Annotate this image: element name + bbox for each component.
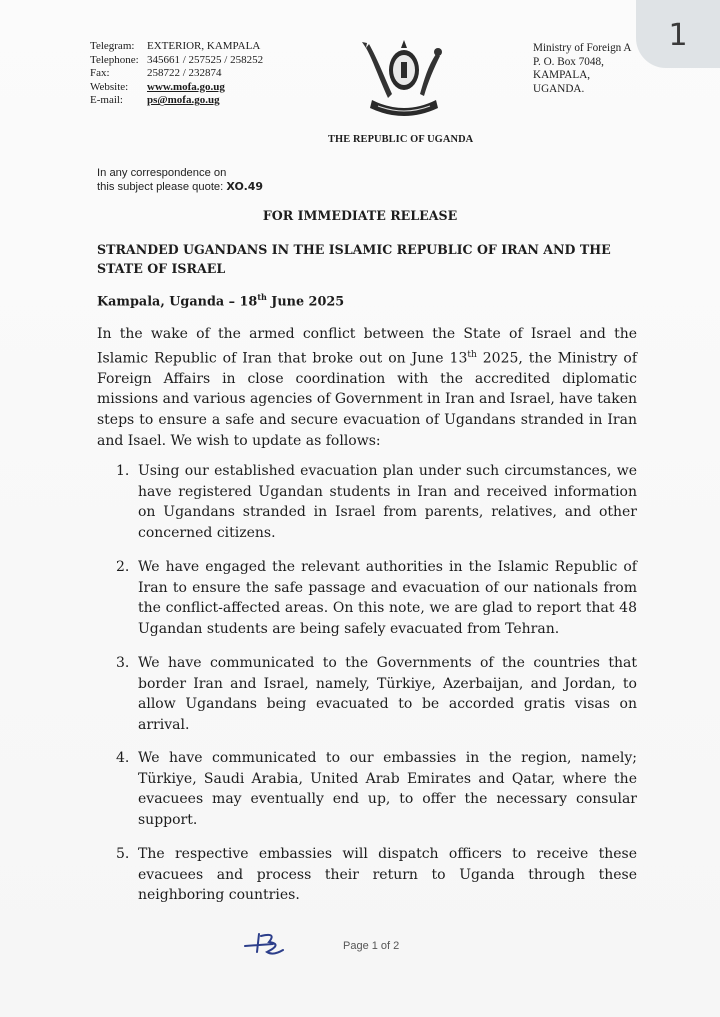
contact-label: E-mail: — [90, 94, 123, 107]
contact-value: 258722 / 232874 — [147, 67, 222, 80]
contact-label: Website: — [90, 80, 129, 93]
contact-label: Fax: — [90, 67, 110, 80]
intro-text: 2025, the Ministry of Foreign Affairs in close coordination with the accredited diplomatic missions and various agencies of Government in Iran and Israel, have taken steps to ensure a safe and secure evacuation of Ugandans stranded in Iran and Isael. We wish to update as follows: — [97, 350, 637, 449]
republic-title: THE REPUBLIC OF UGANDA — [328, 134, 474, 145]
coat-of-arms-icon — [358, 36, 450, 124]
intro-text: In the wake of the armed conflict between the State of Israel and the Islamic Republic of Iran that broke out on June 13 — [97, 326, 637, 367]
intro-sup: th — [467, 349, 477, 360]
item-number: 5. — [116, 846, 130, 862]
reference-note — [97, 166, 263, 194]
contact-row — [90, 54, 263, 68]
contact-row — [90, 94, 263, 108]
reference-line: In any correspondence on — [97, 167, 227, 179]
list-item — [116, 461, 637, 543]
contact-block — [90, 40, 263, 108]
contact-row — [90, 81, 263, 95]
item-text: The respective embassies will dispatch officers to receive these evacuees and process their return to Uganda through these neighboring countries. — [138, 846, 637, 904]
item-number: 3. — [116, 655, 130, 671]
contact-label: Telegram: — [90, 40, 135, 52]
contact-value: EXTERIOR, KAMPALA — [147, 40, 261, 52]
address-line: KAMPALA, — [533, 69, 591, 81]
website-link[interactable]: www.mofa.go.ug — [147, 80, 225, 93]
page-number-badge[interactable]: 1 — [636, 0, 720, 68]
contact-label: Telephone: — [90, 53, 139, 66]
dateline-rest: June 2025 — [266, 294, 345, 310]
contact-row — [90, 40, 263, 54]
reference-text: this subject please quote: — [97, 181, 224, 193]
release-label: FOR IMMEDIATE RELEASE — [262, 208, 458, 223]
reference-line — [97, 180, 263, 194]
list-item — [116, 844, 637, 906]
list-item — [116, 653, 637, 735]
dateline-place: Kampala, Uganda – 18 — [97, 294, 258, 310]
item-number: 1. — [116, 463, 130, 479]
intro-paragraph — [97, 324, 637, 451]
reference-code: XO.49 — [226, 180, 264, 193]
initials-signature-icon — [243, 930, 291, 958]
contact-value: 345661 / 257525 / 258252 — [147, 53, 264, 66]
item-text: Using our established evacuation plan under such circumstances, we have registered Ugandan students in Iran and received information on Ugandans stranded in Israel from parents, relatives, and other concerned citizens. — [138, 463, 637, 541]
headline: STRANDED UGANDANS IN THE ISLAMIC REPUBLIC OF IRAN AND THE STATE OF ISRAEL — [97, 242, 611, 276]
ministry-address — [533, 42, 632, 96]
address-line: UGANDA. — [533, 82, 585, 95]
email-link[interactable]: ps@mofa.go.ug — [147, 94, 220, 107]
item-number: 2. — [116, 559, 130, 575]
contact-row — [90, 67, 263, 81]
list-item — [116, 557, 637, 639]
list-item — [116, 748, 637, 830]
item-text: We have communicated to the Governments of the countries that border Iran and Israel, namely, Türkiye, Azerbaijan, and Jordan, to allow Ugandans being evacuated to be accorded gratis visas on arrival. — [138, 655, 637, 733]
item-number: 4. — [116, 750, 130, 766]
address-line: P. O. Box 7048, — [533, 55, 604, 68]
item-text: We have engaged the relevant authorities in the Islamic Republic of Iran to ensure the safe passage and evacuation of our nationals from the conflict-affected areas. On this note, we are glad to report that 48 Ugandan students are being safely evacuated from Tehran. — [138, 559, 637, 637]
item-text: We have communicated to our embassies in the region, namely; Türkiye, Saudi Arabia, United Arab Emirates and Qatar, where the evacuees may eventually end up, to offer the necessary consular support. — [138, 750, 637, 828]
dateline-sup: th — [257, 292, 267, 302]
dateline — [97, 292, 344, 309]
address-line: Ministry of Foreign A — [533, 42, 632, 54]
page-footer-label: Page 1 of 2 — [343, 940, 400, 952]
